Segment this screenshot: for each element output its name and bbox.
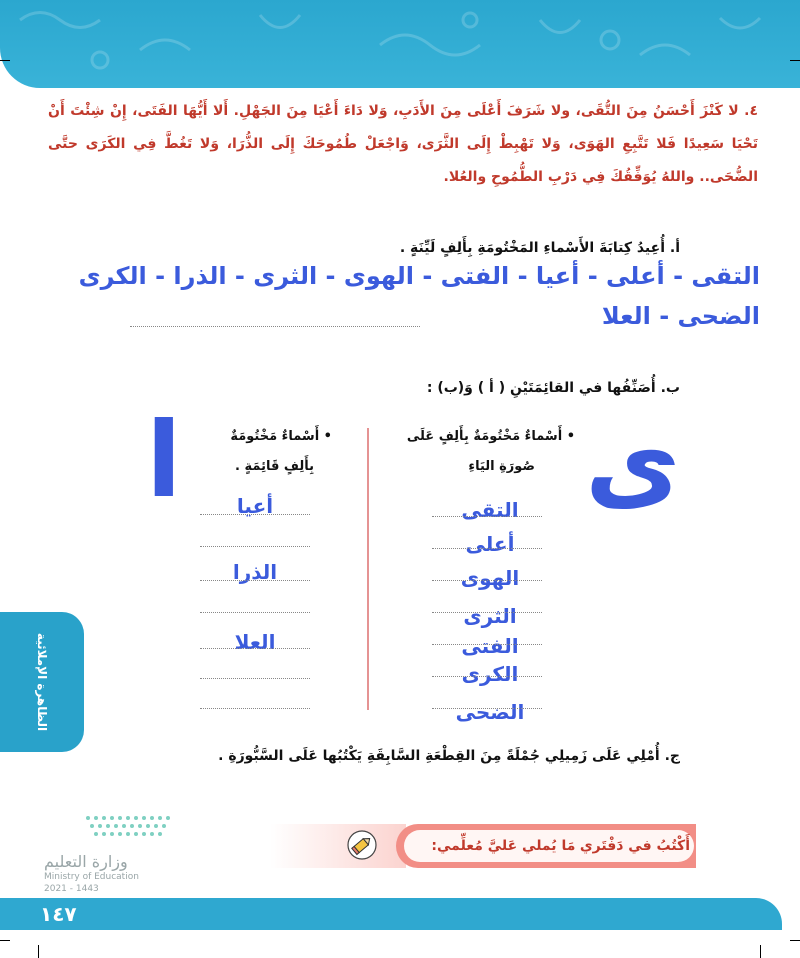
banner-text: أَكْتُبُ في دَفْتَري مَا يُملي عَليَّ مُعلِّمي: bbox=[404, 830, 694, 862]
col-alif-heading: • أَسْماءٌ مَخْتُومَةٌ بِأَلِفٍ قَائِمَةٍ . bbox=[230, 429, 332, 474]
list-item: التقى bbox=[461, 498, 519, 522]
dotted-line bbox=[432, 580, 542, 581]
ministry-name: وزارة التعليم bbox=[44, 852, 128, 871]
column-divider bbox=[367, 428, 369, 710]
big-letter-alif: ا bbox=[146, 399, 182, 521]
header-pattern bbox=[0, 0, 800, 88]
dotted-line bbox=[200, 514, 310, 515]
banner-fade bbox=[270, 824, 406, 868]
dotted-line bbox=[200, 678, 310, 679]
crop-mark bbox=[760, 945, 761, 958]
dotted-line bbox=[432, 548, 542, 549]
dotted-line bbox=[200, 580, 310, 581]
crop-mark bbox=[0, 60, 10, 61]
list-item: العلا bbox=[234, 630, 276, 654]
passage bbox=[48, 95, 758, 194]
col-ya-heading: • أَسْماءٌ مَخْتُومَةٌ بِأَلِفٍ عَلَى صُورَةِ اليَاءِ bbox=[406, 429, 575, 474]
dotted-line bbox=[432, 644, 542, 645]
question-c-label: ج. أُمْلِي عَلَى زَمِيلِي جُمْلَةً مِنَ القِطْعَةِ السَّابِقَةِ يَكْتُبُها عَلَى السَّبُّورَةِ . bbox=[218, 748, 680, 764]
page-number: ١٤٧ bbox=[40, 902, 77, 926]
list-item: الهوى bbox=[460, 566, 520, 590]
list-item: الكرى bbox=[461, 662, 519, 686]
dotted-line bbox=[432, 708, 542, 709]
list-item: الذرا bbox=[232, 560, 278, 584]
ministry-name-en: Ministry of Education bbox=[44, 872, 139, 882]
question-a-label: أ. أُعِيدُ كِتابَةَ الأَسْماءِ المَخْتُومَةِ بِأَلِفٍ لَيِّنَةٍ . bbox=[399, 240, 680, 256]
crop-mark bbox=[0, 940, 10, 941]
dotted-line bbox=[200, 546, 310, 547]
list-item: أعلى bbox=[465, 532, 515, 556]
passage-number: ٤. bbox=[744, 103, 759, 119]
crop-mark bbox=[790, 940, 800, 941]
passage-text: لا كَنْزَ أَحْسَنُ مِنَ التُّقَى، ولا شَرَفَ أَعْلَى مِنَ الأَدَبِ، وَلا دَاءَ أَعْيَا مِنَ الجَهْلِ. أَلا أَيُّهَا الفَتَى، إِنْ شِئْتَ أَنْ تَحْيَا سَعِيدًا فَلا تَتَّبِعِ الهَوَى، وَلا تَهْبِطْ إِلَى الثَّرَى، وَاجْعَلْ طُمُوحَكَ إِلَى الذُّرَا، وَلا تَغُطَّ فِي الكَرَى حتَّى الضُّحَى.. واللهُ يُوَفِّقُكَ فِي دَرْبِ الطُّمُوحِ والعُلا. bbox=[48, 103, 758, 185]
list-item: الفتى bbox=[461, 634, 519, 658]
header-band bbox=[0, 0, 800, 88]
answer-a-line-2: الضحى - العلا bbox=[601, 302, 760, 330]
footer-band bbox=[0, 898, 782, 930]
side-tab-label: الظاهرة الإملائية bbox=[35, 632, 49, 732]
pencil-icon bbox=[347, 830, 377, 860]
dotted-line bbox=[200, 708, 310, 709]
ministry-year: 2021 - 1443 bbox=[44, 884, 99, 894]
question-b-label: ب. أُصَنِّفُها في القائِمَتَيْنِ ( أ ) وَ(ب) : bbox=[426, 380, 680, 396]
list-item: الثرى bbox=[463, 604, 517, 628]
big-letter-ya: ى bbox=[585, 401, 681, 523]
crop-mark bbox=[790, 60, 800, 61]
answer-a-line-1: التقى - أعلى - أعيا - الفتى - الهوى - الثرى - الذرا - الكرى bbox=[78, 262, 760, 290]
crop-mark bbox=[38, 945, 39, 958]
dotted-line bbox=[432, 676, 542, 677]
dotted-line bbox=[432, 516, 542, 517]
list-item: أعيا bbox=[236, 494, 274, 518]
dotted-line bbox=[200, 612, 310, 613]
dotted-line bbox=[200, 648, 310, 649]
dotted-line bbox=[432, 612, 542, 613]
list-item: الضحى bbox=[455, 700, 525, 724]
